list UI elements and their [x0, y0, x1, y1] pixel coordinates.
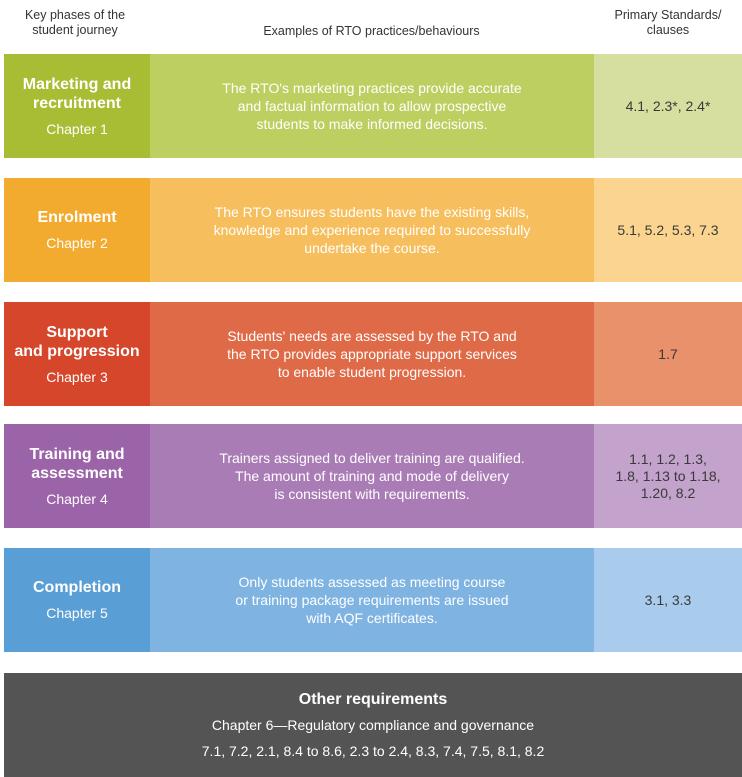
other-requirements-clauses: 7.1, 7.2, 2.1, 8.4 to 8.6, 2.3 to 2.4, 8.3, 7.4, 7.5, 8.1, 8.2	[201, 743, 545, 759]
example-cell: Trainers assigned to deliver training are qualified. The amount of training and mode of delivery is consistent with requirements.	[150, 424, 594, 528]
phase-chapter: Chapter 5	[46, 605, 108, 621]
other-requirements-subtitle: Chapter 6—Regulatory compliance and governance	[211, 717, 535, 733]
phase-chapter: Chapter 3	[46, 368, 108, 385]
phase-cell	[4, 302, 150, 406]
other-requirements-box	[4, 673, 742, 777]
standards-cell: 3.1, 3.3	[594, 548, 742, 652]
phase-cell	[4, 424, 150, 528]
phase-chapter: Chapter 1	[46, 120, 108, 137]
phase-title: Marketing and recruitment	[22, 75, 132, 112]
phase-cell	[4, 178, 150, 282]
header-key-phases: Key phases of the student journey	[24, 8, 126, 37]
standards-cell: 1.1, 1.2, 1.3, 1.8, 1.13 to 1.18, 1.20, 8.2	[594, 424, 742, 528]
example-cell: The RTO ensures students have the existing skills, knowledge and experience required to successfully undertake the course.	[150, 178, 594, 282]
phase-row-completion	[4, 548, 742, 652]
other-requirements-title: Other requirements	[298, 691, 448, 708]
phase-title: Support and progression	[14, 323, 140, 360]
phase-title: Completion	[33, 579, 121, 596]
standards-cell: 1.7	[594, 302, 742, 406]
phase-title: Enrolment	[37, 209, 117, 226]
example-cell: Students' needs are assessed by the RTO and the RTO provides appropriate support services to enable student progression.	[150, 302, 594, 406]
phase-row-support	[4, 302, 742, 406]
header-standards: Primary Standards/ clauses	[614, 8, 722, 37]
example-cell: The RTO's marketing practices provide accurate and factual information to allow prospective students to make informed decisions.	[150, 54, 594, 158]
example-cell: Only students assessed as meeting course or training package requirements are issued with AQF certificates.	[150, 548, 594, 652]
phase-cell	[4, 54, 150, 158]
phase-cell	[4, 548, 150, 652]
phase-row-training	[4, 424, 742, 528]
phase-row-marketing	[4, 54, 742, 158]
phase-chapter: Chapter 2	[46, 235, 108, 251]
header-examples: Examples of RTO practices/behaviours	[263, 24, 480, 38]
phase-title: Training and assessment	[29, 445, 125, 482]
standards-cell: 4.1, 2.3*, 2.4*	[594, 54, 742, 158]
phase-chapter: Chapter 4	[46, 490, 108, 507]
phase-row-enrolment	[4, 178, 742, 282]
standards-cell: 5.1, 5.2, 5.3, 7.3	[594, 178, 742, 282]
